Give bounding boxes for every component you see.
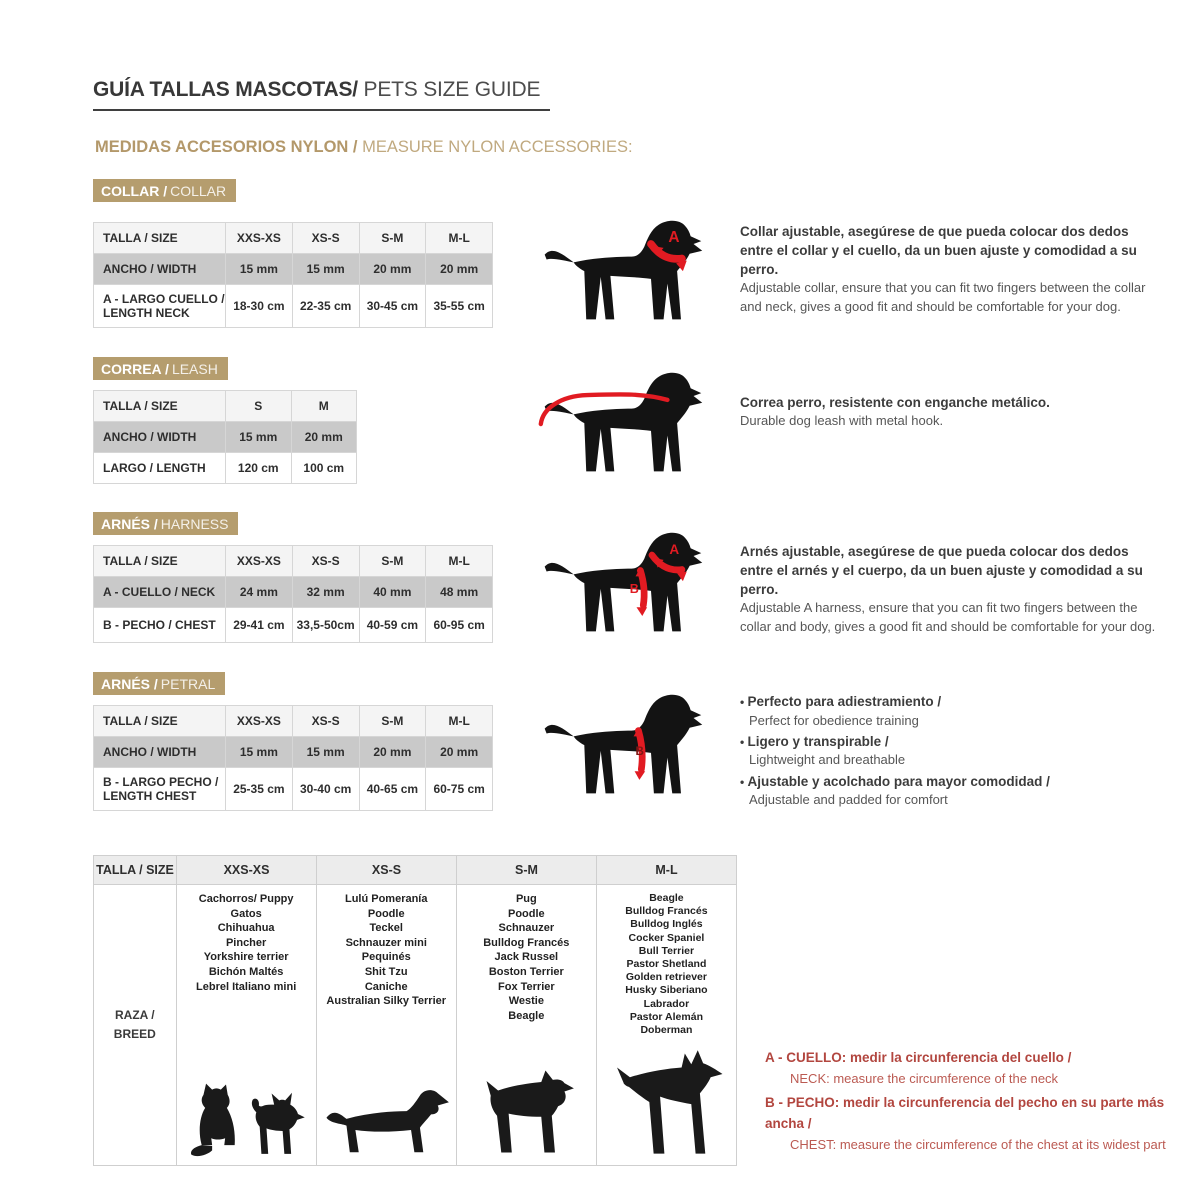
size-value-cell: M-L <box>425 706 492 736</box>
feature-es: • Ligero y transpirable / <box>740 732 1100 752</box>
harness-badge-en: HARNESS <box>160 516 229 532</box>
table-header-row <box>94 223 492 253</box>
collar-size-table <box>93 222 493 328</box>
breed-name: Husky Siberiano <box>625 984 708 997</box>
footnote-b-en: CHEST: measure the circumference of the chest at its widest part <box>790 1136 1166 1152</box>
collar-description-es: Collar ajustable, asegúrese de que pueda colocar dos dedos entre el collar y el cuello, da un buen ajuste y comodidad a su perro. <box>740 224 1137 278</box>
row-label-cell: ANCHO / WIDTH <box>103 261 197 276</box>
harness-description-es: Arnés ajustable, asegúrese de que pueda colocar dos dedos entre el arnés y el cuerpo, da un buen ajuste y comodidad a su perro. <box>740 544 1143 598</box>
table-header-row <box>94 706 492 736</box>
footnote-a-en: NECK: measure the circumference of the neck <box>790 1070 1059 1086</box>
size-value-cell: M-L <box>425 223 492 253</box>
breed-name: Shit Tzu <box>364 965 408 978</box>
breed-name: Pug <box>515 893 537 905</box>
size-value-cell: M-L <box>596 856 736 884</box>
row-label-cell: ANCHO / WIDTH <box>103 744 197 759</box>
breed-table-header <box>94 856 736 885</box>
breed-name: Beagle <box>649 892 684 904</box>
petral-section-badge <box>93 672 225 695</box>
row-value-cell: 18-30 cm <box>225 285 292 327</box>
breed-name: Lulú Pomeranía <box>344 893 428 905</box>
breed-name: Pastor Shetland <box>626 958 707 971</box>
leash-size-table <box>93 390 357 484</box>
breed-name: Fox Terrier <box>498 980 555 993</box>
leash-section-badge <box>93 357 228 380</box>
table-row <box>94 284 492 327</box>
breed-name: Beagle <box>508 1009 545 1022</box>
size-value-cell: S <box>225 391 291 421</box>
breed-name: Golden retriever <box>625 971 707 984</box>
row-value-cell: 20 mm <box>359 737 426 767</box>
feature-es: • Perfecto para adiestramiento / <box>740 692 1100 712</box>
page-title-es: GUÍA TALLAS MASCOTAS/ <box>93 78 358 101</box>
size-value-cell: XXS-XS <box>225 706 292 736</box>
petral-badge-en: PETRAL <box>160 676 216 692</box>
harness-description <box>740 542 1158 637</box>
breed-name: Labrador <box>643 997 690 1010</box>
size-header-cell: TALLA / SIZE <box>96 863 174 877</box>
breed-name: Bulldog Francés <box>483 936 570 949</box>
dog-collar-illustration-icon <box>533 216 711 332</box>
row-value-cell: 20 mm <box>425 737 492 767</box>
row-value-cell: 24 mm <box>225 577 292 607</box>
table-row <box>94 452 356 483</box>
row-label-cell: ANCHO / WIDTH <box>103 429 197 444</box>
size-value-cell: XXS-XS <box>225 223 292 253</box>
row-value-cell: 30-40 cm <box>292 768 359 810</box>
leash-description-en: Durable dog leash with metal hook. <box>740 413 944 429</box>
breed-column-m-l <box>596 885 736 1165</box>
breed-name: Lebrel Italiano mini <box>196 980 297 993</box>
breed-name: Bichón Maltés <box>208 965 284 978</box>
measuring-footnotes <box>765 1048 1195 1159</box>
row-value-cell: 30-45 cm <box>359 285 426 327</box>
breed-name: Bull Terrier <box>638 944 695 957</box>
size-value-cell: XS-S <box>292 223 359 253</box>
schnauzer-silhouette-icon <box>476 1064 576 1159</box>
dog-leash-illustration-icon <box>533 368 711 484</box>
breed-size-table <box>93 855 737 1166</box>
table-row <box>94 736 492 767</box>
row-label-cell: A - CUELLO / NECK <box>103 584 216 599</box>
harness-badge-es: ARNÉS / <box>101 516 158 532</box>
petral-features-list <box>740 692 1100 811</box>
row-value-cell: 15 mm <box>225 737 292 767</box>
breed-name: Cachorros/ Puppy <box>198 893 294 905</box>
size-value-cell: S-M <box>456 856 596 884</box>
collar-description-en: Adjustable collar, ensure that you can fit two fingers between the collar and neck, gives a good fit and should be comfortable for your dog. <box>740 280 1146 315</box>
row-value-cell: 60-95 cm <box>425 608 492 642</box>
row-value-cell: 60-75 cm <box>425 768 492 810</box>
svg-text:A: A <box>668 229 680 247</box>
breed-name: Pequinés <box>361 951 411 964</box>
row-label-cell: B - LARGO PECHO / LENGTH CHEST <box>103 774 219 803</box>
size-value-cell: XS-S <box>316 856 456 884</box>
row-value-cell: 40 mm <box>359 577 426 607</box>
breed-name: Westie <box>508 995 544 1008</box>
size-value-cell: XXS-XS <box>225 546 292 576</box>
size-value-cell: M <box>291 391 357 421</box>
size-value-cell: XS-S <box>292 546 359 576</box>
breed-name: Teckel <box>369 922 403 935</box>
page-title <box>93 78 550 111</box>
page-subtitle-es: MEDIDAS ACCESORIOS NYLON / <box>95 138 358 156</box>
dog-petral-illustration-icon <box>533 690 711 806</box>
row-value-cell: 15 mm <box>292 737 359 767</box>
doberman-silhouette-icon <box>604 1046 728 1159</box>
harness-size-table <box>93 545 493 643</box>
size-value-cell: M-L <box>425 546 492 576</box>
feature-en: Lightweight and breathable <box>749 752 906 768</box>
breed-name: Pincher <box>225 936 267 949</box>
size-header-cell: TALLA / SIZE <box>103 553 178 568</box>
breed-name: Yorkshire terrier <box>203 951 289 964</box>
row-value-cell: 15 mm <box>225 422 291 452</box>
breed-name: Boston Terrier <box>488 965 564 978</box>
size-value-cell: XXS-XS <box>176 856 316 884</box>
row-value-cell: 35-55 cm <box>425 285 492 327</box>
svg-text:A: A <box>669 542 680 558</box>
table-row <box>94 253 492 284</box>
size-header-cell: TALLA / SIZE <box>103 398 178 413</box>
breed-name: Cocker Spaniel <box>628 931 705 944</box>
row-value-cell: 22-35 cm <box>292 285 359 327</box>
size-header-cell: TALLA / SIZE <box>103 713 178 728</box>
page-subtitle-en: MEASURE NYLON ACCESSORIES: <box>362 138 633 156</box>
leash-badge-en: LEASH <box>171 361 218 377</box>
breed-name: Doberman <box>640 1024 693 1037</box>
svg-text:B: B <box>629 581 639 596</box>
row-value-cell: 29-41 cm <box>225 608 292 642</box>
table-row <box>94 607 492 642</box>
size-value-cell: S-M <box>359 546 426 576</box>
breed-column-xs-s <box>316 885 456 1165</box>
size-value-cell: XS-S <box>292 706 359 736</box>
breed-row-label: RAZA / BREED <box>113 1007 156 1041</box>
breed-column-s-m <box>456 885 596 1165</box>
breed-column-xxs-xs <box>176 885 316 1165</box>
page-subtitle <box>95 138 633 157</box>
harness-description-en: Adjustable A harness, ensure that you can fit two fingers between the collar and body, gives a good fit and should be comfortable for your dog. <box>740 600 1156 635</box>
breed-name: Bulldog Francés <box>625 905 708 918</box>
breed-name: Schnauzer mini <box>345 936 427 949</box>
row-value-cell: 25-35 cm <box>225 768 292 810</box>
row-label-cell: B - PECHO / CHEST <box>103 617 216 632</box>
leash-description-es: Correa perro, resistente con enganche metálico. <box>740 395 1050 410</box>
dachshund-silhouette-icon <box>322 1081 450 1159</box>
row-value-cell: 20 mm <box>291 422 357 452</box>
cat-silhouette-icon <box>187 1081 239 1159</box>
collar-description <box>740 222 1158 317</box>
leash-description <box>740 393 1158 431</box>
chihuahua-silhouette-icon <box>245 1091 305 1159</box>
footnote-b-es: B - PECHO: medir la circunferencia del pecho en su parte más ancha / <box>765 1095 1165 1131</box>
breed-name: Schnauzer <box>498 922 555 935</box>
feature-en: Perfect for obedience training <box>749 712 919 728</box>
row-value-cell: 33,5-50cm <box>292 608 359 642</box>
row-value-cell: 20 mm <box>425 254 492 284</box>
breed-name: Poodle <box>367 907 405 920</box>
row-value-cell: 48 mm <box>425 577 492 607</box>
page-title-en: PETS SIZE GUIDE <box>363 78 541 101</box>
breed-name: Bulldog Inglés <box>630 918 703 931</box>
breed-name: Australian Silky Terrier <box>326 995 447 1008</box>
feature-es: • Ajustable y acolchado para mayor comodidad / <box>740 772 1100 792</box>
svg-text:B: B <box>635 744 644 758</box>
row-label-cell: A - LARGO CUELLO / LENGTH NECK <box>103 291 225 320</box>
table-row <box>94 576 492 607</box>
feature-item <box>740 692 1100 730</box>
leash-badge-es: CORREA / <box>101 361 169 377</box>
row-value-cell: 120 cm <box>225 453 291 483</box>
petral-size-table <box>93 705 493 811</box>
row-label-cell: LARGO / LENGTH <box>103 460 206 475</box>
row-value-cell: 100 cm <box>291 453 357 483</box>
size-header-cell: TALLA / SIZE <box>103 230 178 245</box>
feature-item <box>740 732 1100 770</box>
table-header-row <box>94 391 356 421</box>
breed-name: Caniche <box>364 980 408 993</box>
breed-table-body <box>94 885 736 1165</box>
petral-badge-es: ARNÉS / <box>101 676 158 692</box>
table-row <box>94 421 356 452</box>
table-row <box>94 767 492 810</box>
row-value-cell: 20 mm <box>359 254 426 284</box>
collar-badge-en: COLLAR <box>170 183 227 199</box>
breed-name: Chihuahua <box>217 922 275 935</box>
row-value-cell: 32 mm <box>292 577 359 607</box>
size-value-cell: S-M <box>359 223 426 253</box>
table-header-row <box>94 546 492 576</box>
collar-section-badge <box>93 179 236 202</box>
breed-name: Pastor Alemán <box>629 1010 703 1023</box>
feature-item <box>740 772 1100 810</box>
size-value-cell: S-M <box>359 706 426 736</box>
breed-name: Jack Russel <box>494 951 559 964</box>
dog-harness-illustration-icon <box>533 528 711 644</box>
row-value-cell: 40-65 cm <box>359 768 426 810</box>
row-value-cell: 15 mm <box>225 254 292 284</box>
row-value-cell: 40-59 cm <box>359 608 426 642</box>
row-value-cell: 15 mm <box>292 254 359 284</box>
collar-badge-es: COLLAR / <box>101 183 168 199</box>
breed-name: Poodle <box>507 907 545 920</box>
footnote-a-es: A - CUELLO: medir la circunferencia del cuello / <box>765 1050 1072 1065</box>
feature-en: Adjustable and padded for comfort <box>749 792 948 808</box>
harness-section-badge <box>93 512 238 535</box>
breed-name: Gatos <box>230 907 262 920</box>
